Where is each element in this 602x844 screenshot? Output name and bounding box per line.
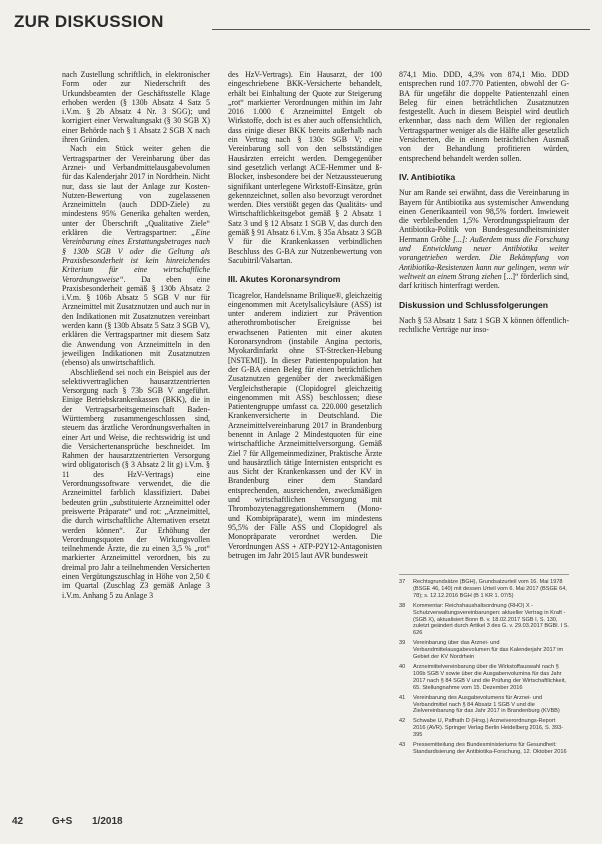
footnote-number: 40 (399, 663, 406, 670)
footnote (399, 718, 569, 739)
footnote-number: 43 (399, 742, 406, 749)
section-heading: IV. Antibiotika (399, 171, 456, 182)
footnotes (399, 574, 569, 759)
section-heading: Diskussion und Schlussfolgerungen (399, 299, 548, 310)
paragraph: des HzV-Vertrags). Ein Hausarzt, der 100 eingeschriebene BKK-Versicherte behandelt, erhält bei Einhaltung der Quote zur Steigerung „rot“ markierter Verordnungen mithin im Jahr 2016 1.000 € Arzneimittel Entgelt ob Wirkstoffe, doch ist es aber auch offensichtlich, dass einige dieser BKK bereits außerhalb nach ein Vertrag nach § 130c SGB V; eine Vereinbarung soll von den selbstständigen Hausärzten erreicht werden. Demgegenüber sind gesetzlich verlangt ACE-Hemmer und ß-Blocker, insbesondere bei der Netzaussteuerung signifikant unterlegene Wirkstoff-Einsätze, grün gekennzeichnet, sollen also bevorzugt verordnet werden. Dies verstößt gegen das Qualitäts- und Wirtschaftlichkeitsgebot gemäß § 2 Absatz 1 Satz 3 und § 12 Absatz 1 SGB V, das durch den gemäß § 91 Absatz 6 i.V.m. § 35a Absatz 3 SGB V für die Krankenkassen verbindlichen Beschluss des G-BA zur Nutzenbewertung von Sacubitril/Valsartan. (228, 70, 382, 265)
page-footer (12, 816, 312, 834)
footnote (399, 695, 569, 716)
paragraph-text: Nach ein Stück weiter gehen die Vertragspartner der Vereinbarung über das Arznei- und Verbandmittelausgabevolumen für das Kalenderjahr 2017 in Nordrhein. Nicht nur, dass sie laut der Anlage zur Kosten-Nutzen-Bewertung von zugelassenen Arzneimitteln (auch DDD-Ziele) zu mindestens 95% Generika gehalten werden, unter der Überschrift „Qualitative Ziele“ erklären die Vertragspartner: (62, 144, 210, 238)
footnote-number: 38 (399, 602, 406, 609)
page-number: 42 (12, 816, 24, 827)
footnote-text: Kommentar: Reichshaushaltsordnung (RHO) X - Schutzverwaltungsvereinbarungen: aktueller Vertrag in Kraft - (SGB X), aktualisiert Bonn B. v. 18.02.2017 SGB I, S. 130, zuletzt geändert durch Artikel 3 des G. v. 29.03.2017 BGBl. I S. 626 (413, 602, 569, 637)
text-column-1 (62, 70, 210, 600)
footnote-number: 42 (399, 718, 406, 725)
footnote-text: Vereinbarung des Ausgabevolumens für Arznei- und Verbandmittel nach § 84 Absatz 1 SGB V und die Zielvereinbarung für das Jahr 2017 in Brandenburg (KVBB) (413, 694, 560, 715)
page-header (14, 12, 590, 32)
footnote-text: Schwabe U, Paffrath D (Hrsg.) Arzneiverordnungs-Report 2016 (AVR). Springer Verlag Berlin Heidelberg 2016, S. 393-395 (413, 718, 564, 739)
footnote-text: Arzneimittelvereinbarung über die Wirkstoffauswahl nach § 106b SGB V sowie über die Ausgabenvolumina für das Jahr 2017 nach § 84 SGB V und die Prüfung der Wirtschaftlichkeit, 65. Stellungnahme vom 15. Dezember 2016 (413, 663, 566, 691)
footnote (399, 640, 569, 661)
paragraph-text: [...]“ förderlich sind, darf kritisch hinterfragt werden. (399, 271, 570, 291)
emphasis-quote: [...]: Außerdem muss die Forschung und Entwicklung neuer Antibiotika weiter vorangetrieben werden. Die Bekämpfung von Antibiotika-Resistenzen kann nur gelingen, wenn wir weltweit an einem Strang ziehen (399, 234, 569, 281)
issue-number: 1/2018 (92, 816, 123, 827)
footnote (399, 603, 569, 638)
footnote-text: Rechtsgrundsätze (BGH), Grundsatzurteil vom 16. Mai 1978 (BSGE 46, 140) mit dessen Urteil vom 6. Mai 2017 (BSGE 64, 78); s. 12.12.2016 BGH (B 1 KR 1. 07/5) (413, 579, 567, 599)
paragraph-text: Da eben eine Praxisbesonderheit gemäß § 130b Absatz 2 i.V.m. § 106b Absatz 5 SGB V nur für Arzneimittel mit Zusatznutzen und auch nur in den Indikationen mit Zusatznutzen vereinbart werden kann (§ 130b Absatz 5 Satz 3 SGB V), erklären die Vertragspartner mit diesem Satz die Anwendung von Arzneimitteln in den jeweiligen Indikationen mit Zusatznutzen (ebenso) als unwirtschaftlich. (62, 274, 210, 368)
emphasis-quote: „Eine Vereinbarung eines Erstattungsbetrages nach § 130b SGB V oder die Geltung als Praxisbesonderheit ist kein hinreichendes Kriterium für eine wirtschaftliche Verordnungsweise“. (62, 228, 210, 284)
text-column-3 (399, 70, 569, 334)
footnote-number: 41 (399, 694, 406, 701)
paragraph: nach Zustellung schriftlich, in elektronischer Form oder zur Niederschrift des Urkundsbeamten der Geschäftsstelle Klage erhoben werden (§ 130b Absatz 4 Satz 5 i.V.m. § 2b Absatz 4 Nr. 3 SGG); und korrigiert einer Verwaltungsakt (§ 30 SGB X) einer Behörde nach § 1 Absatz 2 SGB X nach ihren Gründen. (62, 70, 210, 145)
paragraph: Abschließend sei noch ein Beispiel aus der selektivvertraglichen hausarztzentrierten Versorgung nach § 73b SGB V angeführt. Einige Betriebskrankenkassen (BKK), die in der Vertragsarbeitsgemeinschaft Baden-Württemberg zusammengeschlossen sind, steuern das ärztliche Verordnungsverhalten in einer Art und Weise, die rechtswidrig ist und die Versichertenansprüche beschneidet. Im Rahmen der hausarztzentrierten Versorgung wird obligatorisch (§ 3 Absatz 2 lit g) i.V.m. § 11 des HzV-Vertrags) eine Verordnungssoftware verwendet, die die Arzneimittel farblich klassifiziert. Dabei bedeuten grün „substituierte Arzneimittel oder preiswerte Präparate“ und rot: „Arzneimittel, die durch wirtschaftliche Alternativen ersetzt werden können“. Zur Erhöhung der Verordnungsquoten der Wirkungsvollen teilnehmende Ärzte, die zu einen 3,5 % „rot“ markierter Arzneimittel verordnen, bis zu dreimal pro Jahr a teilnehmenden Versicherten einen Vergütungszuschlag in Höhe von 2,50 € im Quartal (Zuschlag Z3 gemäß Anlage 3 i.V.m. Anhang 5 zu Anlage 3 (62, 367, 210, 600)
footnote (399, 664, 569, 692)
paragraph-text: Nur am Rande sei erwähnt, dass die Vereinbarung in Bayern für Antibiotika aus systemischer Anwendung einen Generikaanteil von 98,5% fordert. Inwieweit die verbleibenden 1,5% Verordnungsspielraum der Antibiotika-Politik von Bundesgesundheitsminister Hermann Gröhe (399, 188, 569, 244)
footnote-text: Pressemitteilung des Bundesministeriums für Gesundheit: Standardisierung der Antibiotika-Forschung, 12. Oktober 2016 (413, 742, 567, 755)
paragraph (62, 144, 210, 367)
paragraph: 874,1 Mio. DDD, 4,3% von 874,1 Mio. DDD entsprechen rund 107.770 Patienten, obwohl der G-BA für ungefähr die doppelte Patientenzahl einen Beleg für einen beträchtlichen Zusatznutzen festgestellt. Auch in diesem Beispiel wird deutlich erkennbar, dass nach dem Willen der regionalen Vertragspartner weniger als die Hälfte aller gesetzlich Versicherten, die in einem beträchtlichen Ausmaß von der Behandlung profitieren würden, entsprechend behandelt werden sollen. (399, 70, 569, 163)
paragraph: Nach § 53 Absatz 1 Satz 1 SGB X können öffentlich-rechtliche Verträge nur inso- (399, 315, 569, 335)
footnote-text: Vereinbarung über das Arznei- und Verbandmittelausgabevolumen für das Kalenderjahr 2017 im Gebiet der KV Nordrhein (413, 640, 564, 661)
header-rule (212, 29, 590, 30)
journal-name: G+S (52, 816, 73, 827)
footnote-number: 39 (399, 640, 406, 647)
footnote (399, 742, 569, 756)
section-title: ZUR DISKUSSION (14, 12, 164, 31)
footnote (399, 579, 569, 600)
footnote-number: 37 (399, 579, 406, 585)
paragraph (399, 188, 569, 290)
section-heading: III. Akutes Koronarsyndrom (228, 274, 341, 285)
paragraph: Ticagrelor, Handelsname Brilique®, gleichzeitig eingenommen mit Acetylsalicylsäure (ASS) ist unter anderem indiziert zur Prävention atherothrombotischer Ereignisse bei erwachsenen Patienten mit einer akuten Koronarsyndrom (instabile Angina pectoris, Myokardinfarkt ohne ST-Strecken-Hebung [NSTEMI]). In dieser Patientenpopulation hat der G-BA einen Beleg für einen beträchtlichen Zusatznutzen gegenüber der zweckmäßigen Vergleichstherapie (Clopidogrel gleichzeitig eingenommen mit ASS) beschlossen; diese Patientengruppe umfasst ca. 220.000 gesetzlich Krankenversicherte in Deutschland. Die Arzneimittelvereinbarung 2017 in Brandenburg benennt in Anlage 2 Mindestquoten für eine wirtschaftliche Arzneimittelversorgung. Gemäß Ziel 7 für Allgemeinmediziner, Praktische Ärzte und hausärztlich tätige Internisten entspricht es aus Sicht der Krankenkassen und der KV in Brandenburg einer dem Standard entsprechenden, ausreichenden, zweckmäßigen und wirtschaftlichen Versorgung mit Thrombozytenaggregationshemmern (Mono- und Kombipräparate), wenn im mindestens 95,5% der Fälle ASS und Clopidogrel als Monopräparate verordnet werden. Die Verordnungen ASS + ATP-P2Y12-Antagonisten betrugen im Jahr 2015 laut AVR bundesweit (228, 290, 382, 560)
text-column-2 (228, 70, 382, 560)
